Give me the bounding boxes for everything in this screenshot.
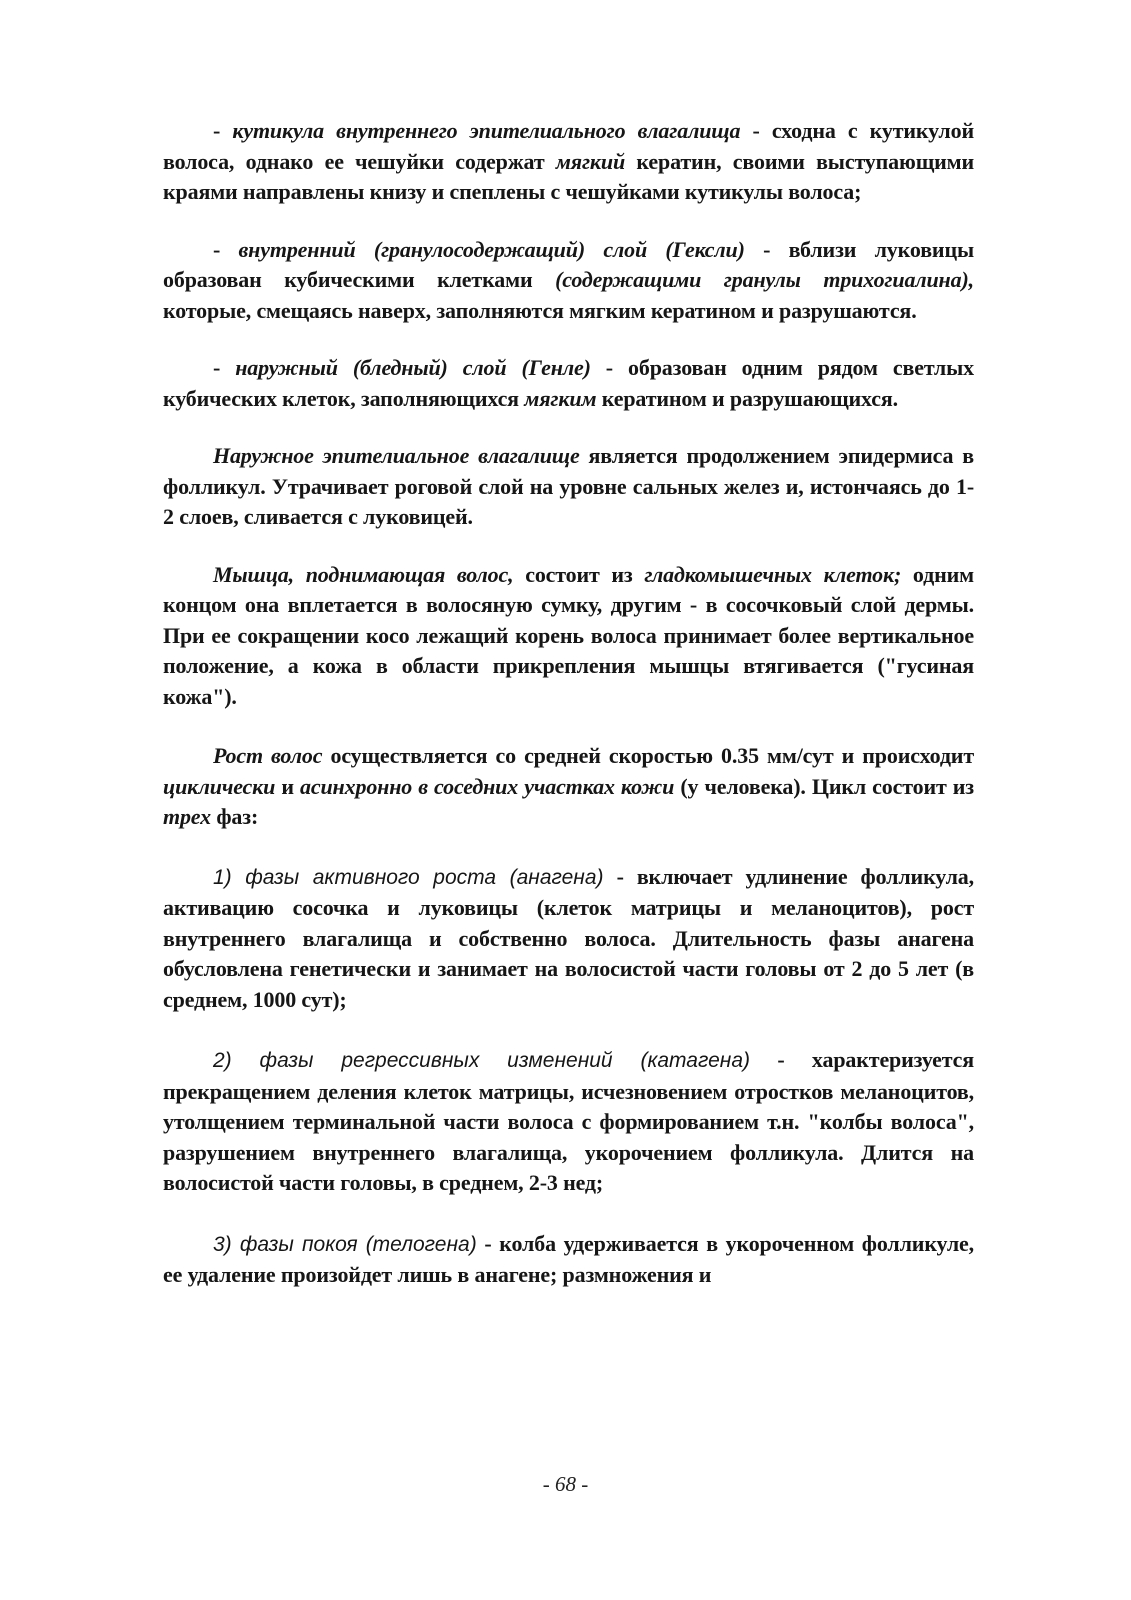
term-hair-growth: Рост волос [213,743,323,768]
text-segment: - характеризуется прекращением деления клеток матрицы, исчезновением отростков меланоцитов, утолщением терминальной части волоса с формированием т.н. "колбы волоса", разрушением внутреннего влагалища, укорочением фолликула. Длится на волосистой части головы, в среднем, 2-3 нед; [163,1047,974,1195]
term-inline: циклически [163,773,276,799]
paragraph-henle-layer [163,353,974,414]
term-cuticle: кутикула внутреннего эпителиального влагалища [232,118,741,143]
paragraph-cuticle [163,116,974,208]
paragraph-huxley-layer [163,235,974,327]
text-segment: является продолжением эпидермиса в фолликул. Утрачивает роговой слой на уровне сальных желез и, истончаясь до 1-2 слоев, сливается с луковицей. [163,443,974,529]
text-segment: одним концом она вплетается в волосяную сумку, другим - в сосочковый слой дермы. При ее сокращении косо лежащий корень волоса принимает более вертикальное положение, а кожа в области прикрепления мышцы втягивается ("гусиная кожа"). [163,561,974,709]
term-anagen: 1) фазы активного роста (анагена) [213,865,604,889]
term-inline: трех [163,804,211,829]
term-outer-sheath: Наружное эпителиальное влагалище [213,443,580,468]
text-segment: которые, смещаясь наверх, заполняются мягким кератином и разрушаются. [163,297,917,323]
text-segment: - сходна с кутикулой волоса, однако ее чешуйки содержат [163,118,974,174]
text-segment: (у человека). Цикл состоит из [674,773,974,799]
term-catagen: 2) фазы регрессивных изменений (катагена) [213,1049,751,1072]
text-segment: фаз: [211,804,259,829]
paragraph-hair-growth [163,741,974,833]
paragraph-anagen [163,862,974,1016]
term-inline: гладкомышечных клеток; [644,561,902,587]
text-segment: - образован одним рядом светлых кубических клеток, заполняющихся [163,355,974,411]
term-henle: наружный (бледный) слой (Генле) [235,355,591,380]
term-inline: мягкий [555,148,626,174]
text-segment: кератин, своими выступающими краями направлены книзу и спеплены с чешуйками кутикулы волоса; [163,148,975,204]
paragraph-telogen [163,1229,974,1291]
term-arrector-muscle: Мышца, поднимающая волос, [213,561,514,587]
text-segment: и [275,773,300,799]
term-inline: асинхронно в соседних участках кожи [300,773,675,799]
text-segment: состоит из [513,561,645,587]
text-segment: - включает удлинение фолликула, активацию сосочка и луковицы (клеток матрицы и меланоцитов), рост внутреннего влагалища и собственно волоса. Длительность фазы анагена обусловлена генетически и занимает на волосистой части головы от 2 до 5 лет (в среднем, 1000 сут); [163,863,974,1012]
page-body [163,116,974,1291]
term-inline: мягким [524,385,597,411]
paragraph-catagen [163,1045,974,1199]
list-dash: - [213,355,236,380]
term-huxley: внутренний (гранулосодержащий) слой (Гексли) [238,236,745,262]
text-segment: - колба удерживается в укороченном фолликуле, ее удаление произойдет лишь в анагене; размножения и [163,1230,974,1287]
paragraph-outer-sheath [163,441,974,533]
term-telogen: 3) фазы покоя (телогена) [213,1232,477,1256]
list-dash: - [213,118,233,143]
list-dash: - [213,236,239,262]
page-number: - 68 - [542,1472,589,1496]
paragraph-arrector-muscle [163,560,974,713]
text-segment: кератином и разрушающихся. [596,385,898,411]
term-inline: (содержащими гранулы трихогиалина), [555,267,974,292]
text-segment: - вблизи луковицы образован кубическими клетками [163,236,974,292]
text-segment: осуществляется со средней скоростью 0.35 мм/сут и происходит [322,743,974,768]
